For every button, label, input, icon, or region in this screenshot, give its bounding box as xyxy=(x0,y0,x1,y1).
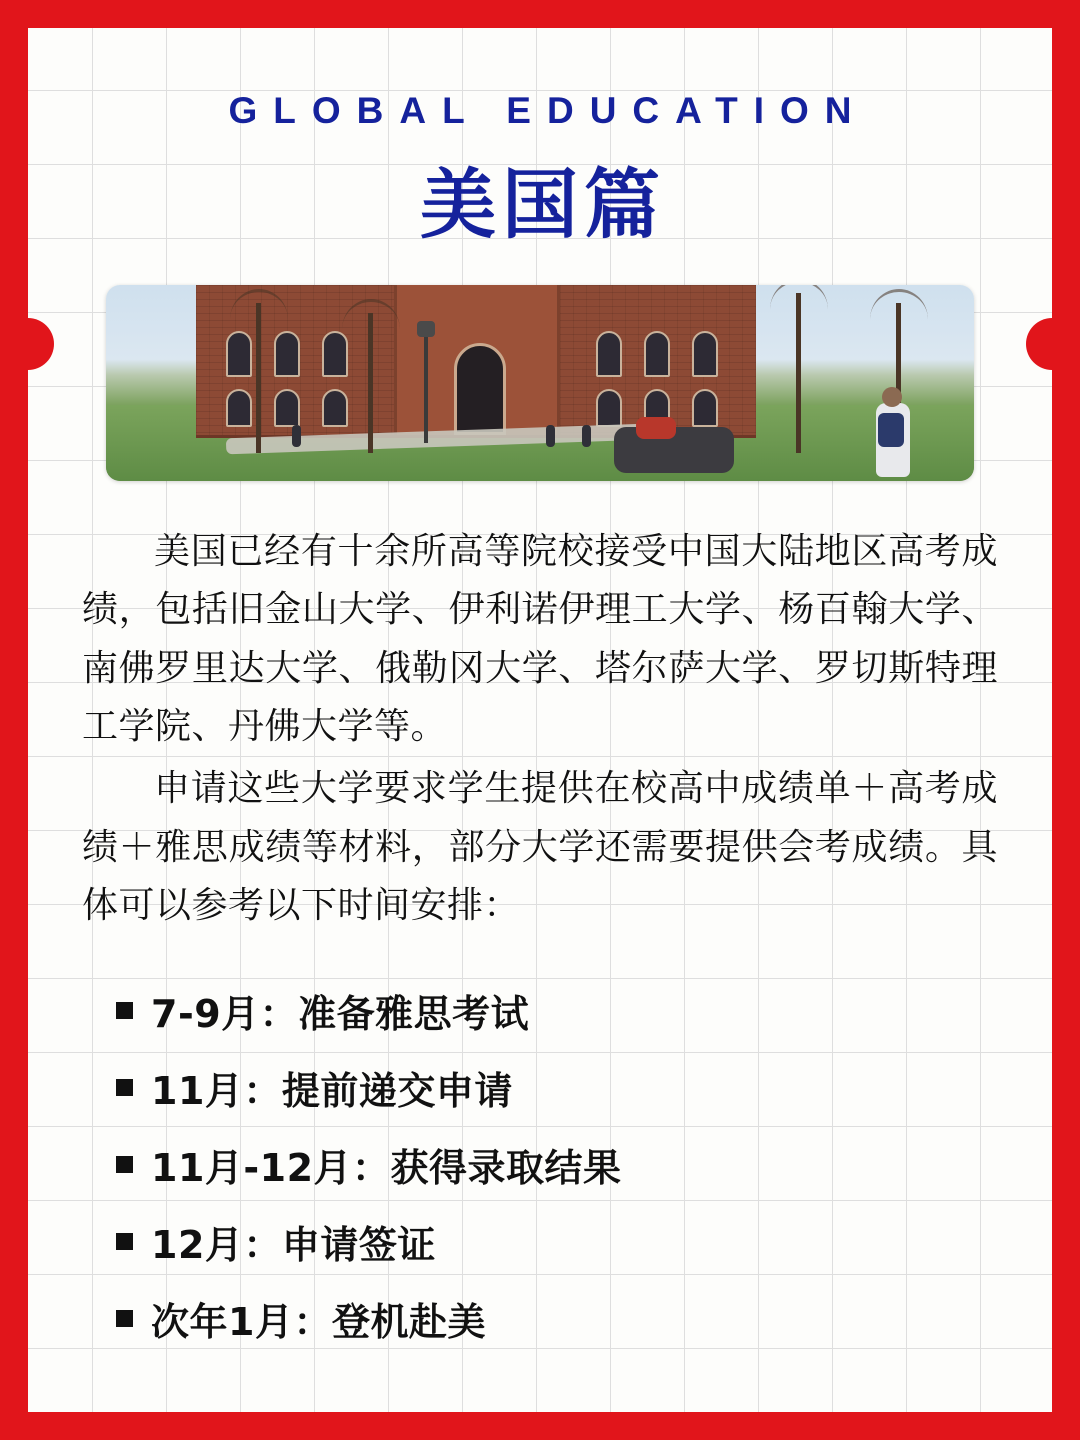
paragraph-2: 申请这些大学要求学生提供在校高中成绩单＋高考成绩＋雅思成绩等材料，部分大学还需要提供会考成绩。具体可以参考以下时间安排： xyxy=(82,768,998,926)
list-item xyxy=(116,1291,1052,1346)
campus-photo-image xyxy=(106,285,974,481)
list-item-label: 7-9月：准备雅思考试 xyxy=(151,992,530,1037)
list-item xyxy=(116,983,1052,1038)
list-item xyxy=(116,1214,1052,1269)
list-item-label: 12月：申请签证 xyxy=(151,1223,436,1268)
timeline-list xyxy=(116,983,1052,1346)
list-item-label: 11月-12月：获得录取结果 xyxy=(151,1146,622,1191)
paragraph-1: 美国已经有十余所高等院校接受中国大陆地区高考成绩，包括旧金山大学、伊利诺伊理工大学、杨百翰大学、南佛罗里达大学、俄勒冈大学、塔尔萨大学、罗切斯特理工学院、丹佛大学等。 xyxy=(82,531,998,747)
square-bullet-icon xyxy=(116,1156,133,1173)
bicycle-decoration xyxy=(614,427,734,473)
list-item xyxy=(116,1137,1052,1192)
student-decoration xyxy=(876,403,910,477)
poster-card xyxy=(28,28,1052,1412)
square-bullet-icon xyxy=(116,1310,133,1327)
list-item xyxy=(116,1060,1052,1115)
campus-photo xyxy=(106,285,974,481)
list-item-label: 11月：提前递交申请 xyxy=(151,1069,513,1114)
square-bullet-icon xyxy=(116,1079,133,1096)
page-title: 美国篇 xyxy=(420,160,666,249)
kicker-text: GLOBAL EDUCATION xyxy=(228,90,868,131)
entrance-arch xyxy=(454,343,506,435)
square-bullet-icon xyxy=(116,1002,133,1019)
article-body xyxy=(82,523,998,935)
lamp-post-decoration xyxy=(424,333,428,443)
square-bullet-icon xyxy=(116,1233,133,1250)
list-item-label: 次年1月：登机赴美 xyxy=(151,1300,486,1345)
